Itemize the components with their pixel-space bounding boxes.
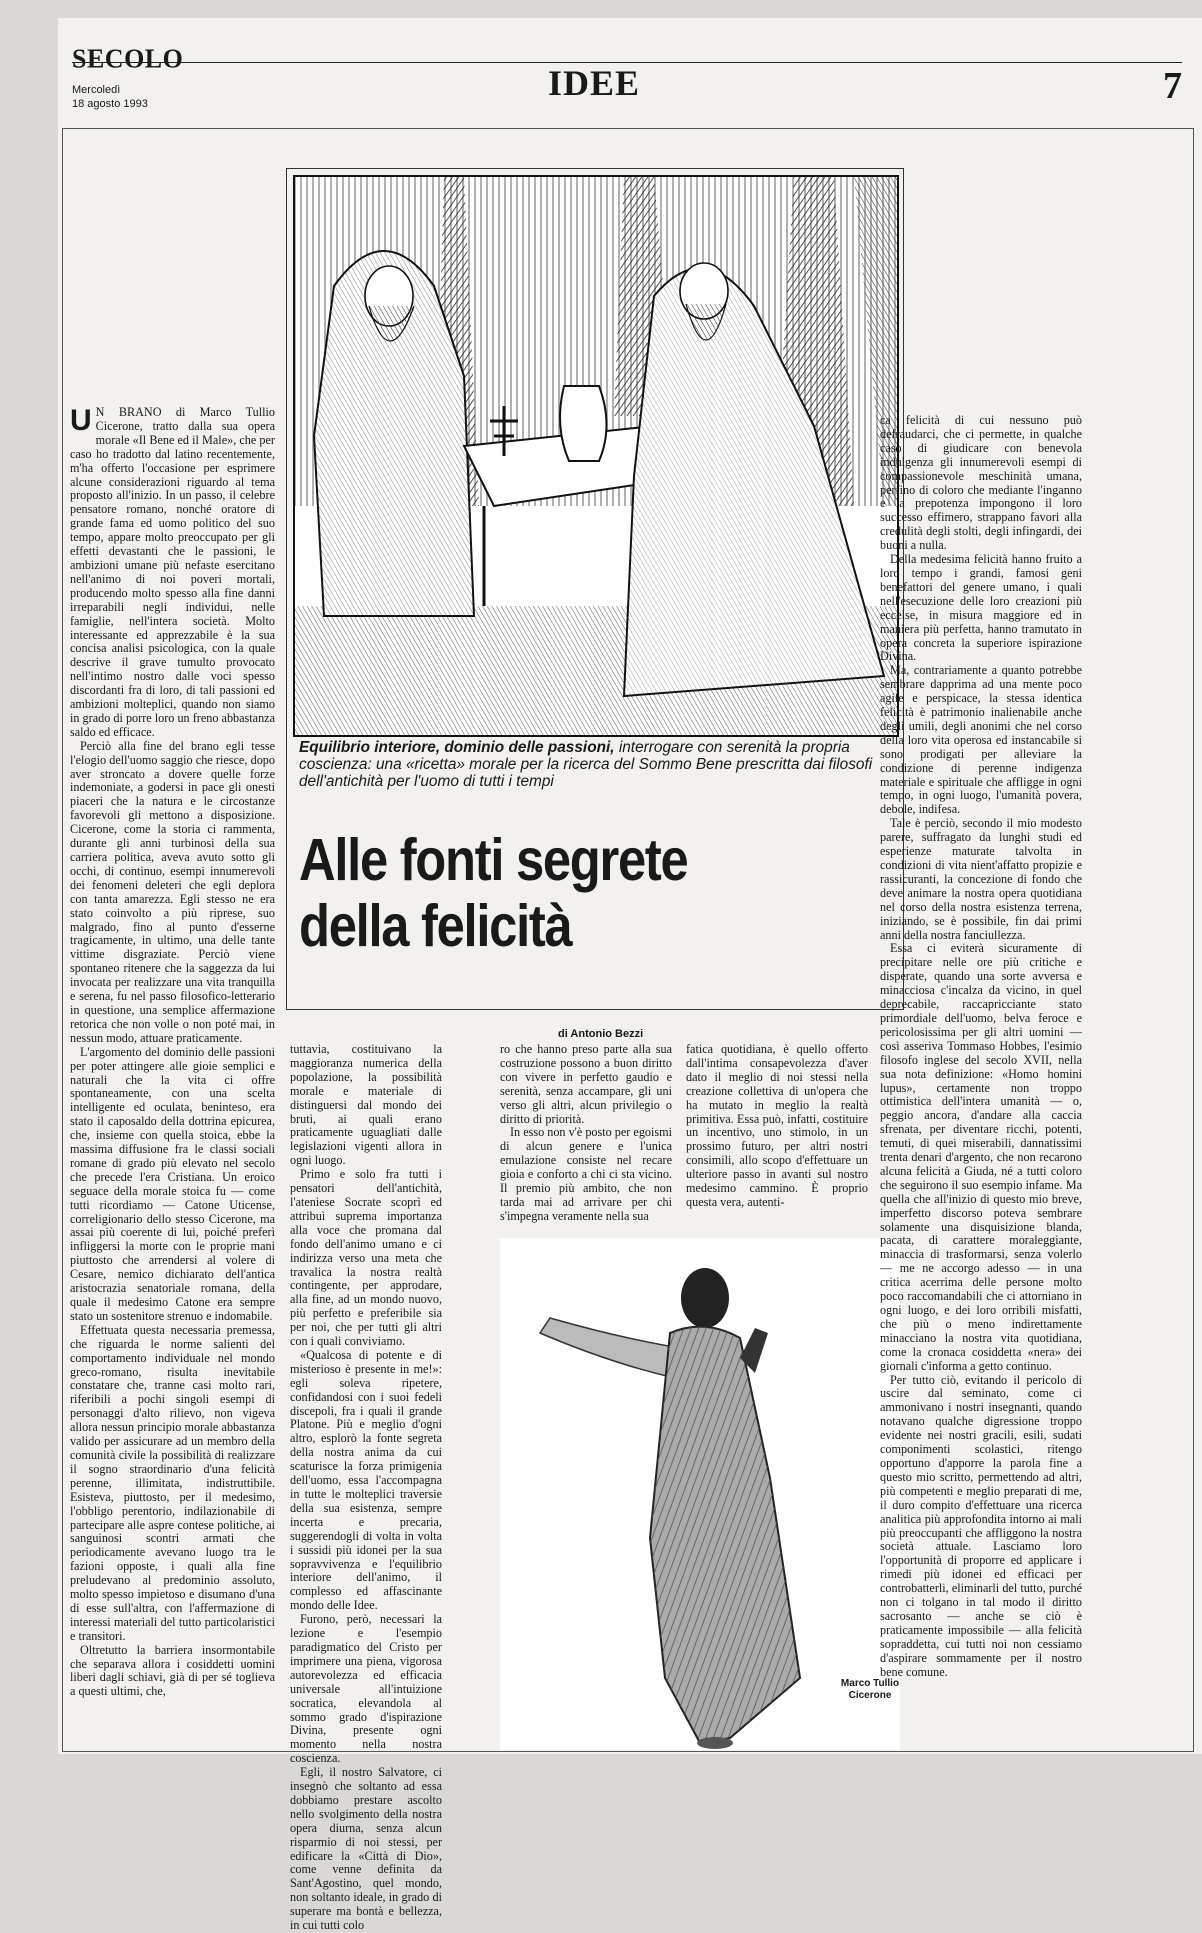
feature-box: [286, 168, 904, 1010]
byline: di Antonio Bezzi: [558, 1028, 644, 1040]
masthead-rule: [72, 62, 1182, 63]
paragraph: Per tutto ciò, evitando il pericolo di uscire dal seminato, come ci ammonivano i nostri insegnanti, quando notavano qualche digressione troppo evidente nei nostri gracili, esili, sudati componimenti scolastici, ritengo opportuno d'apporre la parola fine a questo mio scritto, permettendo ad altri, più competenti e meglio preparati di me, il duro compito d'effettuare una ricerca analitica più approfondita intorno ai mali più preoccupanti che affliggono la nostra società attuale. Lasciamo loro l'opportunità di proporre ed applicare i rimedi più idonei ed efficaci per controbatterli, eliminarli del tutto, purché non ci tolgano in tal modo il diritto sacrosanto — anche se ciò è praticamente impossibile — alla felicità sopraddetta, cui tutti noi non cessiamo d'aspirare sommamente per il nostro bene comune.: [880, 1372, 1082, 1679]
woodcut-illustration: [293, 175, 899, 737]
section-title: IDEE: [548, 63, 641, 103]
paragraph: Egli, il nostro Salvatore, ci insegnò che soltanto ad essa dobbiamo prestare ascolto nello svolgimento della nostra opera diurna, senza alcun risparmio di noi stessi, per edificare la «Città di Dio», come venne definita da Sant'Agostino, quel mondo, non soltanto ideale, in grado di superare ma bontà e bellezza, in cui tutti colo: [290, 1765, 442, 1933]
paragraph: Oltretutto la barriera insormontabile che separava allora i cosiddetti uomini liberi dagli schiavi, già di per sé toglieva a questi ultimi, che,: [70, 1642, 275, 1699]
paragraph: Effettuata questa necessaria premessa, che riguarda le norme salienti del comportamento individuale nel mondo greco-romano, risulta inevitabile constatare che, tranne casi molto rari, riferibili a pochi singoli esempi di personaggi d'alto rilievo, non vigeva allora nessun principio morale abbastanza valido per assicurare ad un membro della comunità civile la possibilità di realizzare il sogno straordinario d'una felicità perenne, illimitata, indistruttibile. Esisteva, piuttosto, per il medesimo, l'obbligo perentorio, indilazionabile di partecipare alle aspre contese politiche, ai sanguinosi scontri armati che periodicamente avevano luogo tra le fazioni opposte, i quali alla fine preludevano al predominio assoluto, molto spesso impietoso e disumano d'una di esse sull'altra, con l'affermazione di interessi materiali del tutto particolaristici e transitori.: [70, 1322, 275, 1643]
paragraph: In esso non v'è posto per egoismi di alcun genere e l'unica emulazione consiste nel recare gioia e conforto a chi ci sta vicino. Il premio più ambito, che non tarda mai ad arrivare per chi s'impegna veramente nella sua: [500, 1125, 672, 1223]
paragraph: Perciò alla fine del brano egli tesse l'elogio dell'uomo saggio che riesce, dopo aver stroncato a dovere quelle forze indemoniate, a godersi in pace gli onesti piaceri che la natura e le circostanze favorevoli gli mettono a disposizione. Cicerone, come la storia ci rammenta, durante gli anni turbinosi della sua carriera politica, aveva avuto sotto gli occhi, di continuo, esempi innumerevoli dei fenomeni deleteri che egli deplora con tanta amarezza. Egli stesso ne era stato coinvolto a più riprese, suo malgrado, fino al punto d'esserne tragicamente, in ultimo, una delle tante vittime disgraziate. Perciò viene spontaneo ritenere che la saggezza da lui invocata per realizzare una vita tranquilla e serena, fu nel passo filosofico-letterario in questione, una semplice affermazione retorica che non volle o non poté mai, in nessun modo, attuare praticamente.: [70, 738, 275, 1045]
article-column-3: [500, 1043, 672, 1233]
masthead: [72, 32, 1192, 114]
woodcut-image: [294, 176, 898, 736]
paragraph: ca felicità di cui nessuno può defraudarci, che ci permette, in qualche caso di giudicare con benevola indulgenza gli innumerevoli esempi di compassionevole meschinità umana, perfino di coloro che mediante l'inganno e la prepotenza impongono il loro successo effimero, strappano favori alla credulità degli stolti, degli infingardi, dei buoni a nulla.: [880, 413, 1082, 553]
paragraph: Della medesima felicità hanno fruito a loro tempo i grandi, famosi geni benefattori del genere umano, i quali nell'esecuzione delle loro creazioni più eccelse, in misura maggiore ed in maniera più perfetta, hanno tramutato in opera concreta la superiore ispirazione Divina.: [880, 552, 1082, 664]
statue-image: [500, 1238, 900, 1750]
cicero-statue-photo: [500, 1238, 900, 1750]
article-column-4: [686, 1043, 868, 1233]
paragraph: fatica quotidiana, è quello offerto dall'intima consapevolezza d'aver dato il meglio di noi stessi nella creazione collettiva di un'opera che ha mutato in meglio la realtà primitiva. Essa può, infatti, costituire un incentivo, uno stimolo, in un prossimo futuro, per altri nostri consimili, allo scopo d'effettuare un ulteriore passo in avanti sul nostro medesimo cammino. È proprio questa vera, autenti-: [686, 1042, 868, 1209]
paragraph: Primo e solo fra tutti i pensatori dell'antichità, l'ateniese Socrate scoprì ed attribuì suprema importanza alla voce che promana dal fondo dell'animo umano e ci indirizza verso una meta che travalica la nostra realtà contingente, per approdare, alla fine, ad un mondo nuovo, più perfetto e preferibile sia per noi, che per tutti gli altri con i quali conviviamo.: [290, 1167, 442, 1349]
paragraph: Ma, contrariamente a quanto potrebbe sembrare dapprima ad una mente poco agile e perspicace, la stessa identica felicità è patrimonio inalienabile anche degli umili, degli anonimi che nel corso della loro vita operosa ed instancabile si sono prodigati per alleviare la condizione di perenne indigenza materiale e spirituale che affligge in ogni tempo, in ogni luogo, l'umanità povera, debole, indifesa.: [880, 663, 1082, 817]
caption-text: interrogare con serenità la propria coscienza: una «ricetta» morale per la ricerca del Sommo Bene prescritta dai filosofi dell'antichità per l'uomo di tutti i tempi: [299, 739, 873, 790]
paragraph: Essa ci eviterà sicuramente di precipitare nelle ore più critiche e disperate, quando una sorte avversa e minacciosa c'incalza da vicino, in quel deprecabile, raccapricciante stato primordiale dell'uomo, belva feroce e pericolosissima per gli altri uomini — così asseriva Tommaso Hobbes, l'esimio filosofo inglese del secolo XVII, nella sua nota definizione: «Homo homini lupus», certamente non troppo ottimistica dell'intera umanità — o, peggio ancora, d'andare alla caccia sfrenata, per diventare ricchi, potenti, temuti, di quei miserabili, dannatissimi trenta denari d'argento, che non recarono alcuna felicità a Giuda, né a tutti coloro che seguirono il suo esempio infame. Ma quella che all'inizio di questo mio breve, imperfetto discorso poteva sembrare solamente una disquisizione blanda, pacata, di carattere moraleggiante, minaccia di trasformarsi, senza volerlo — me ne accorgo adesso — in una critica acerrima delle persone molto poco raccomandabili che ci attorniano in ogni luogo, e dei loro orribili misfatti, che più o meno indirettamente minacciano la nostra vita quotidiana, come la cronaca cosiddetta «nera» dei giornali c'informa a getto continuo.: [880, 941, 1082, 1373]
headline-line-2: della felicità: [299, 893, 572, 959]
newspaper-name: SECOLO: [72, 43, 184, 74]
newspaper-page: [58, 18, 1202, 1933]
page-number: 7: [1163, 65, 1182, 107]
paragraph: ro che hanno preso parte alla sua costruzione possono a buon diritto con vivere in perfetto gaudio e serenità, senza accampare, gli uni verso gli altri, alcun privilegio o diritto di priorità.: [500, 1042, 672, 1126]
article-headline: [299, 827, 815, 959]
drop-cap: U: [70, 404, 92, 437]
issue-weekday: Mercoledì: [72, 84, 121, 96]
caption-lead: Equilibrio interiore, dominio delle passioni,: [299, 739, 615, 756]
statue-caption: Marco Tullio Cicerone: [840, 1678, 900, 1701]
headline-line-1: Alle fonti segrete: [299, 827, 688, 893]
paragraph: L'argomento del dominio delle passioni per poter attingere alle gioie semplici e naturali che la vita ci offre spontaneamente, con una scelta intelligente ed oculata, beninteso, era stato il caposaldo della dottrina epicurea, che, insieme con quella stoica, ebbe la massima diffusione fra le classi sociali romane di grado più elevato nel secolo che precede l'era Cristiana. Un eroico seguace della morale stoica fu — come tutti ricordiamo — Catone Uticense, correligionario dello stesso Cicerone, ma assai più coerente di lui, poiché preferì infliggersi la morte con le proprie mani piuttosto che arrendersi al volere di Cesare, nemico dichiarato dell'antica aristocrazia senatoriale romana, della quale il medesimo Catone era sempre stato un sostenitore strenuo e indomabile.: [70, 1044, 275, 1323]
article-column-2: [290, 1042, 442, 1933]
article-column-1: [70, 406, 275, 1748]
paragraph: tuttavia, costituivano la maggioranza numerica della popolazione, la possibilità morale e materiale di distinguersi dal mondo dei bruti, ai quali erano praticamente uguagliati dalle legislazioni vigenti allora in ogni luogo.: [290, 1042, 442, 1168]
issue-date: 18 agosto 1993: [72, 98, 148, 110]
paragraph: U N BRANO di Marco Tullio Cicerone, tratto dalla sua opera morale «Il Bene ed il Male», che per caso ho tradotto dal latino recentemente, m'ha offerto l'occasione per esprimere alcune considerazioni riguardo al tema proposto all'inizio. In un passo, il celebre pensatore romano, nonché oratore di grande fama ed uomo politico del suo tempo, appare molto preoccupato per gli effetti devastanti che le passioni, le ambizioni umane più nefaste esercitano nell'animo di noi poveri mortali, producendo molto spesso alla fine danni irreparabili negli individui, nelle famiglie, nell'intera società. Molto interessante ed apprezzabile è la sua concisa analisi psicologica, con la quale descrive il grave tumulto provocato nell'intimo nostro dalle voci spesso discordanti fra di loro, di tali passioni ed ambizioni molteplici, quando non siamo in grado di porre loro un freno abbastanza saldo ed efficace.: [70, 404, 275, 739]
article-column-5: [880, 414, 1082, 1748]
paragraph: Tale è perciò, secondo il mio modesto parere, suffragato da lunghi studi ed esperienze maturate talvolta in condizioni di vita nient'affatto propizie e rassicuranti, la concezione di fondo che deve animare la nostra opera quotidiana nel corso della nostra esistenza terrena, iniziando, se è possibile, fin dai primi anni della nostra fanciullezza.: [880, 816, 1082, 942]
paragraph: «Qualcosa di potente e di misterioso è presente in me!»: egli soleva ripetere, confidandosi con i suoi fedeli discepoli, fra i quali il grande Platone. Più e meglio d'ogni altro, esplorò la fonte segreta della nostra anima da cui scaturisce la forza primigenia dell'uomo, essa l'accompagna in tutte le molteplici traversie della sua esistenza, sempre incerta e precaria, suggerendogli di volta in volta i sussidi più idonei per la sua sopravvivenza e l'equilibrio interiore dell'animo, il complesso ed affascinante mondo delle Idee.: [290, 1347, 442, 1613]
paragraph: Furono, però, necessari la lezione e l'esempio paradigmatico del Cristo per imprimere una piena, vigorosa autorevolezza ed efficacia universale all'intuizione socratica, elevandola al sommo grado d'ispirazione Divina, presente ogni momento nella nostra coscienza.: [290, 1612, 442, 1766]
article-caption: [299, 739, 879, 790]
